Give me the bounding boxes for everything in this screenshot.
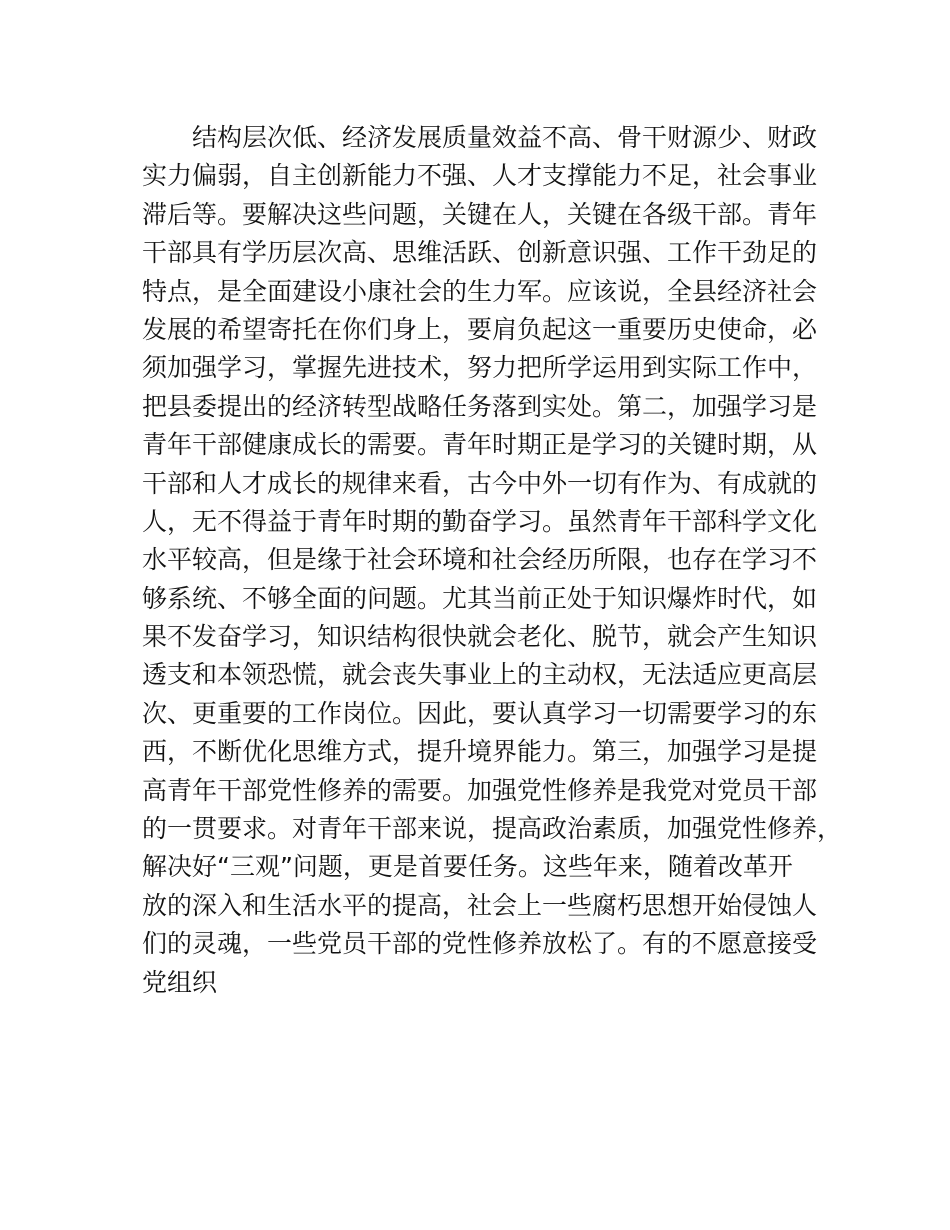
text-line: 西，不断优化思维方式，提升境界能力。第三，加强学习是提 xyxy=(142,737,818,767)
text-line: 放的深入和生活水平的提高，社会上一些腐朽思想开始侵蚀人 xyxy=(142,890,818,920)
text-line: 干部和人才成长的规律来看，古今中外一切有作为、有成就的 xyxy=(142,468,818,498)
text-line: 滞后等。要解决这些问题，关键在人，关键在各级干部。青年 xyxy=(142,199,818,229)
text-line: 青年干部健康成长的需要。青年时期正是学习的关键时期，从 xyxy=(142,430,818,460)
text-line: 实力偏弱，自主创新能力不强、人才支撑能力不足，社会事业 xyxy=(142,161,818,191)
text-line: 高青年干部党性修养的需要。加强党性修养是我党对党员干部 xyxy=(142,775,818,805)
text-line: 把县委提出的经济转型战略任务落到实处。第二，加强学习是 xyxy=(142,391,818,421)
text-line: 们的灵魂，一些党员干部的党性修养放松了。有的不愿意接受 xyxy=(142,929,818,959)
text-line: 透支和本领恐慌，就会丧失事业上的主动权，无法适应更高层 xyxy=(142,660,818,690)
text-line: 解决好“三观”问题，更是首要任务。这些年来，随着改革开 xyxy=(142,852,793,882)
text-line: 水平较高，但是缘于社会环境和社会经历所限，也存在学习不 xyxy=(142,545,818,575)
body-paragraph xyxy=(142,119,842,1002)
text-line: 果不发奋学习，知识结构很快就会老化、脱节，就会产生知识 xyxy=(142,622,818,652)
text-line: 党组织 xyxy=(142,967,218,997)
text-line: 干部具有学历层次高、思维活跃、创新意识强、工作干劲足的 xyxy=(142,238,818,268)
text-line: 须加强学习，掌握先进技术，努力把所学运用到实际工作中， xyxy=(142,353,818,383)
text-line: 次、更重要的工作岗位。因此，要认真学习一切需要学习的东 xyxy=(142,698,818,728)
text-line: 发展的希望寄托在你们身上，要肩负起这一重要历史使命，必 xyxy=(142,314,818,344)
text-line: 特点，是全面建设小康社会的生力军。应该说，全县经济社会 xyxy=(142,276,818,306)
text-line: 的一贯要求。对青年干部来说，提高政治素质，加强党性修养， xyxy=(142,814,843,844)
text-line: 结构层次低、经济发展质量效益不高、骨干财源少、财政 xyxy=(192,123,818,152)
text-line: 人，无不得益于青年时期的勤奋学习。虽然青年干部科学文化 xyxy=(142,506,818,536)
text-line: 够系统、不够全面的问题。尤其当前正处于知识爆炸时代，如 xyxy=(142,583,818,613)
